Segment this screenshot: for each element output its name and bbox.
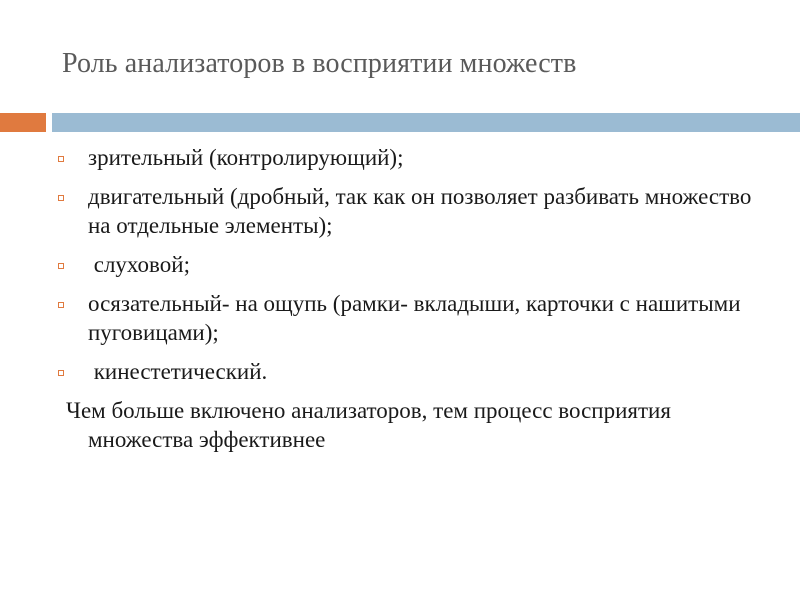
bullet-text: двигательный (дробный, так как он позволяет разбивать множество на отдельные элементы); (88, 184, 752, 238)
square-bullet-icon (58, 302, 64, 308)
bullet-item (58, 357, 778, 386)
slide-content (58, 143, 778, 454)
bullet-item (58, 289, 778, 347)
square-bullet-icon (58, 370, 64, 376)
accent-bar-orange (0, 113, 46, 132)
square-bullet-icon (58, 263, 64, 269)
bullet-text: кинестетический. (88, 359, 268, 384)
accent-bar-blue (52, 113, 800, 132)
bullet-text: зрительный (контролирующий); (88, 145, 404, 170)
square-bullet-icon (58, 195, 64, 201)
conclusion-text: Чем больше включено анализаторов, тем процесс восприятия множества эффективнее (66, 398, 683, 452)
square-bullet-icon (58, 156, 64, 162)
bullet-text: слуховой; (88, 252, 190, 277)
bullet-item (58, 143, 778, 172)
bullet-item (58, 182, 778, 240)
bullet-item (58, 250, 778, 279)
bullet-text: осязательный- на ощупь (рамки- вкладыши, карточки с нашитыми пуговицами); (88, 291, 741, 345)
slide-title: Роль анализаторов в восприятии множеств (62, 48, 577, 79)
